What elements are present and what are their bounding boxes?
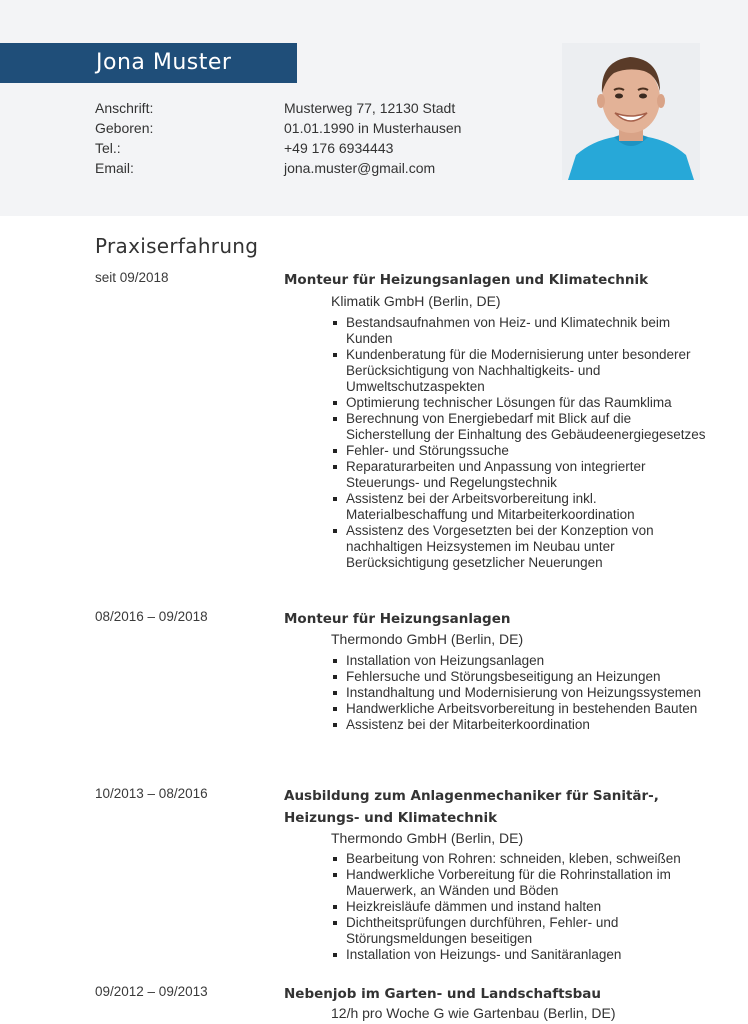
bullet-item: Berechnung von Energiebedarf mit Blick auf die Sicherstellung der Einhaltung des Gebäudeenergiegesetzes — [331, 411, 711, 443]
entry-bullet-list — [331, 653, 711, 733]
contact-label: Tel.: — [95, 140, 121, 156]
name-banner — [0, 43, 297, 83]
entry-company: Klimatik GmbH (Berlin, DE) — [331, 293, 501, 309]
bullet-item: Installation von Heizungsanlagen — [331, 653, 711, 669]
contact-label: Email: — [95, 160, 134, 176]
contact-value: Musterweg 77, 12130 Stadt — [284, 100, 456, 116]
bullet-item: Bestandsaufnahmen von Heiz- und Klimatechnik beim Kunden — [331, 315, 711, 347]
bullet-item: Handwerkliche Vorbereitung für die Rohrinstallation im Mauerwerk, an Wänden und Böden — [331, 867, 711, 899]
contact-value: +49 176 6934443 — [284, 140, 394, 156]
bullet-item: Handwerkliche Arbeitsvorbereitung in bestehenden Bauten — [331, 701, 711, 717]
entry-date: 09/2012 – 09/2013 — [95, 984, 208, 999]
profile-photo — [562, 43, 700, 180]
entry-company: 12/h pro Woche G wie Gartenbau (Berlin, DE) — [331, 1005, 616, 1021]
entry-company: Thermondo GmbH (Berlin, DE) — [331, 830, 524, 846]
bullet-item: Instandhaltung und Modernisierung von Heizungssystemen — [331, 685, 711, 701]
bullet-item: Fehler- und Störungssuche — [331, 443, 711, 459]
person-name: Jona Muster — [96, 50, 232, 75]
contact-label: Anschrift: — [95, 100, 154, 116]
section-title-experience: Praxiserfahrung — [95, 234, 259, 258]
bullet-item: Heizkreisläufe dämmen und instand halten — [331, 899, 711, 915]
portrait-image — [562, 43, 700, 180]
bullet-item: Assistenz bei der Mitarbeiterkoordination — [331, 717, 711, 733]
contact-value: 01.01.1990 in Musterhausen — [284, 120, 462, 136]
entry-bullet-list — [331, 315, 711, 571]
bullet-item: Optimierung technischer Lösungen für das Raumklima — [331, 395, 711, 411]
entry-title: Monteur für Heizungsanlagen — [284, 611, 511, 627]
entry-bullet-list — [331, 851, 711, 963]
entry-date: 10/2013 – 08/2016 — [95, 786, 208, 801]
entry-title: Nebenjob im Garten- und Landschaftsbau — [284, 986, 601, 1002]
bullet-item: Bearbeitung von Rohren: schneiden, kleben, schweißen — [331, 851, 711, 867]
bullet-item: Dichtheitsprüfungen durchführen, Fehler- und Störungsmeldungen beseitigen — [331, 915, 711, 947]
entry-company: Thermondo GmbH (Berlin, DE) — [331, 631, 524, 647]
bullet-item: Assistenz bei der Arbeitsvorbereitung inkl. Materialbeschaffung und Mitarbeiterkoordination — [331, 491, 711, 523]
bullet-item: Installation von Heizungs- und Sanitäranlagen — [331, 947, 711, 963]
entry-title: Ausbildung zum Anlagenmechaniker für Sanitär-, Heizungs- und Klimatechnik — [284, 788, 659, 826]
cv-header — [0, 0, 748, 216]
entry-date: seit 09/2018 — [95, 270, 169, 285]
bullet-item: Reparaturarbeiten und Anpassung von integrierter Steuerungs- und Regelungstechnik — [331, 459, 711, 491]
contact-label: Geboren: — [95, 120, 154, 136]
bullet-item: Kundenberatung für die Modernisierung unter besonderer Berücksichtigung von Nachhaltigkeits- und Umweltschutzaspekten — [331, 347, 711, 395]
bullet-item: Fehlersuche und Störungsbeseitigung an Heizungen — [331, 669, 711, 685]
entry-date: 08/2016 – 09/2018 — [95, 609, 208, 624]
entry-title: Monteur für Heizungsanlagen und Klimatechnik — [284, 272, 649, 288]
contact-value: jona.muster@gmail.com — [284, 160, 436, 176]
bullet-item: Assistenz des Vorgesetzten bei der Konzeption von nachhaltigen Heizsystemen im Neubau unter Berücksichtigung gesetzlicher Neuerungen — [331, 523, 711, 571]
